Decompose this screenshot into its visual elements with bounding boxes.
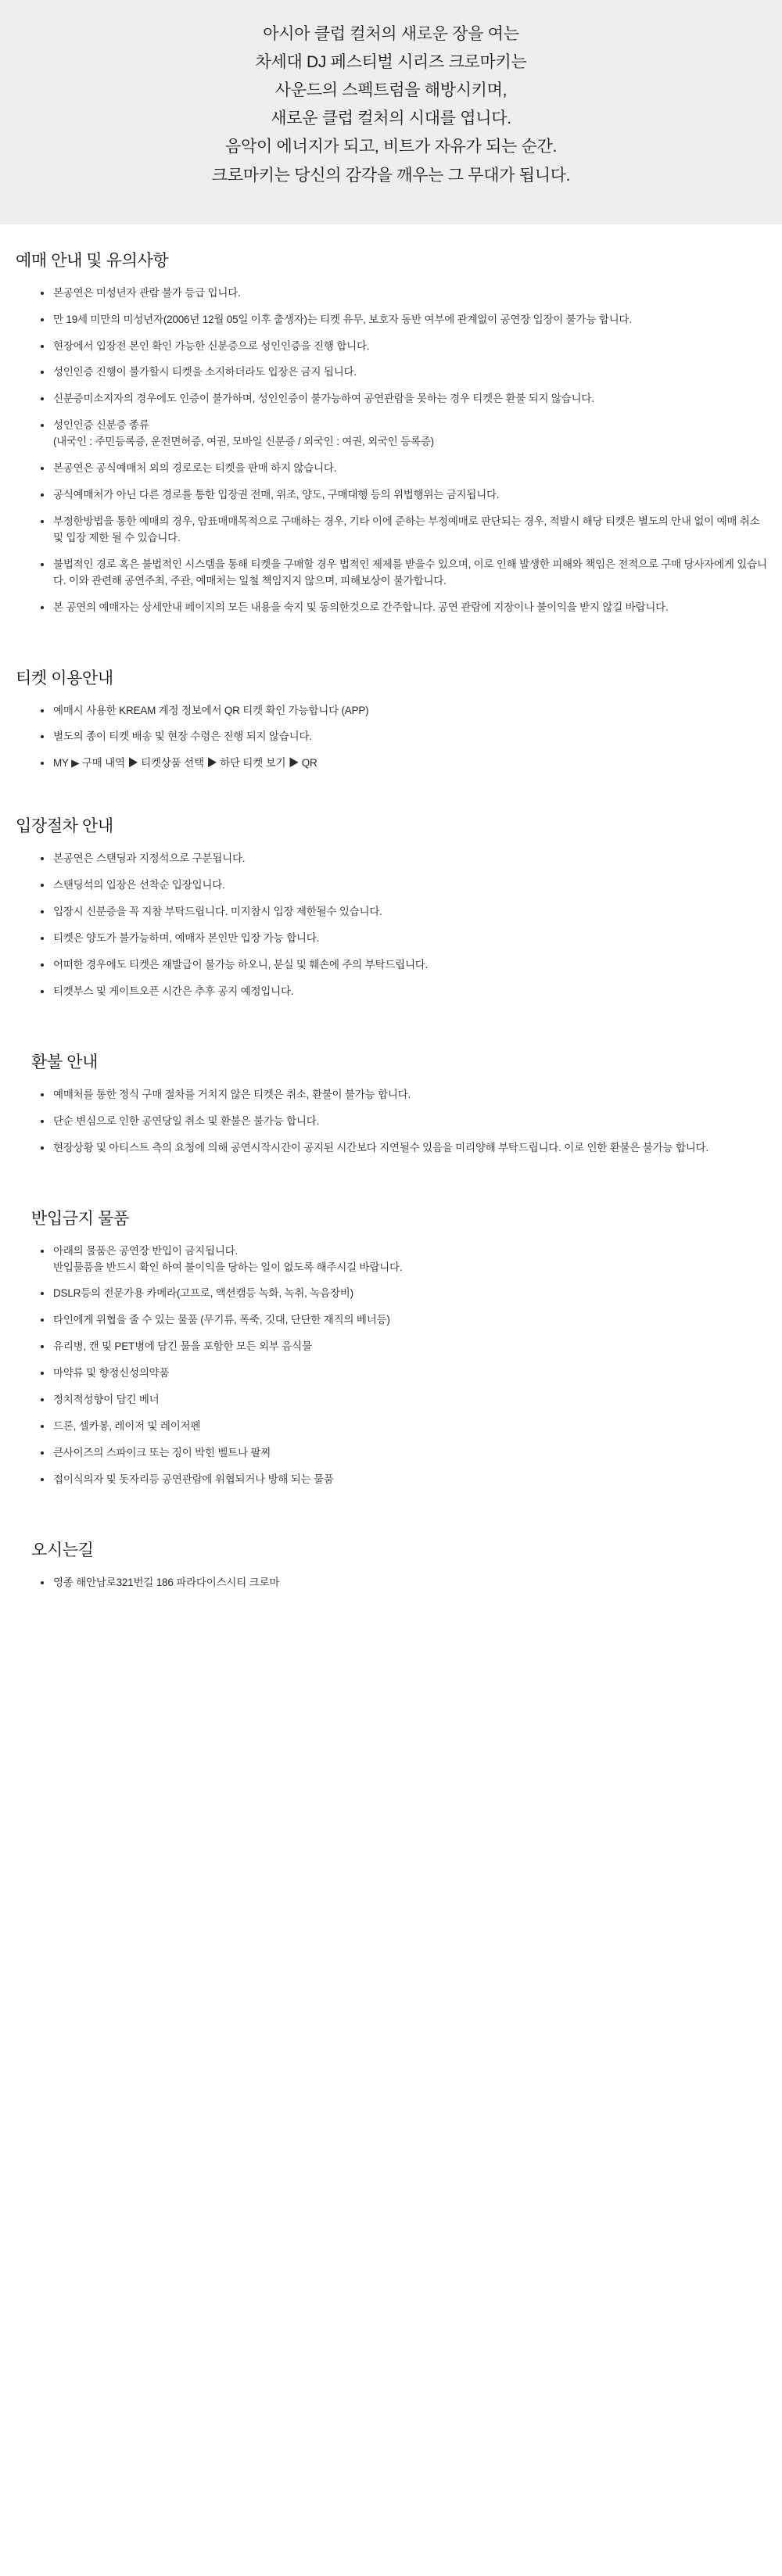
list-item: 현장상황 및 아티스트 측의 요청에 의해 공연시작시간이 공지된 시간보다 지연될수 있음을 미리양해 부탁드립니다. 이로 인한 환불은 불가능 합니다.	[41, 1140, 768, 1157]
section-prohibited-items	[14, 1182, 768, 1488]
list-item: 영종 해안남로321번길 186 파라다이스시티 크로마	[41, 1575, 768, 1591]
list-item: 성인인증 진행이 불가할시 티켓을 소지하더라도 입장은 금지 됩니다.	[41, 364, 768, 381]
list-item: 예매처를 통한 정식 구매 절차를 거치지 않은 티켓은 취소, 환불이 불가능 합니다.	[41, 1087, 768, 1103]
hero-line: 차세대 DJ 페스티벌 시리즈 크로마키는	[255, 53, 527, 72]
list-item: 본공연은 미성년자 관람 불가 등급 입니다.	[41, 285, 768, 302]
list-item: 본공연은 공식예매처 외의 경로로는 티켓을 판매 하지 않습니다.	[41, 461, 768, 477]
list-item: 별도의 종이 티켓 배송 및 현장 수령은 진행 되지 않습니다.	[41, 729, 768, 745]
section-title: 환불 안내	[31, 1053, 98, 1071]
list-item: 신분증미소지자의 경우에도 인증이 불가하며, 성인인증이 불가능하여 공연관람을 못하는 경우 티켓은 환불 되지 않습니다.	[41, 391, 768, 407]
list-item: 유리병, 캔 및 PET병에 담긴 물을 포함한 모든 외부 음식물	[41, 1339, 768, 1355]
section-entry-procedure	[14, 790, 768, 1000]
section-refund-notice	[14, 1026, 768, 1157]
list-item: 접이식의자 및 돗자리등 공연관람에 위협되거나 방해 되는 물품	[41, 1472, 768, 1488]
hero-line: 크로마키는 당신의 감각을 깨우는 그 무대가 됩니다.	[211, 166, 571, 185]
list-item: 티켓부스 및 게이트오픈 시간은 추후 공지 예정입니다.	[41, 984, 768, 1000]
list-item: 예매시 사용한 KREAM 계정 정보에서 QR 티켓 확인 가능합니다 (APP)	[41, 703, 768, 719]
section-booking-notice	[14, 224, 768, 616]
section-ticket-usage	[14, 642, 768, 773]
section-title: 입장절차 안내	[16, 817, 113, 836]
list-item: 본 공연의 예매자는 상세안내 페이지의 모든 내용을 숙지 및 동의한것으로 간주합니다. 공연 관람에 지장이나 불이익을 받지 않길 바랍니다.	[41, 600, 768, 616]
list-item: 정치적성향이 담긴 베너	[41, 1392, 768, 1408]
list-item: 만 19세 미만의 미성년자(2006년 12월 05일 이후 출생자)는 티켓 유무, 보호자 동반 여부에 관계없이 공연장 입장이 불가능 합니다.	[41, 312, 768, 328]
notice-list	[14, 285, 768, 616]
list-item: 드론, 셀카봉, 레이저 및 레이저펜	[41, 1419, 768, 1435]
section-title: 반입금지 물품	[31, 1209, 129, 1228]
list-item: 현장에서 입장전 본인 확인 가능한 신분증으로 성인인증을 진행 합니다.	[41, 339, 768, 355]
section-title: 티켓 이용안내	[16, 669, 113, 687]
section-title: 예매 안내 및 유의사항	[16, 251, 169, 270]
content-area	[0, 224, 782, 1633]
directions-list	[14, 1575, 768, 1591]
list-item: 입장시 신분증을 꼭 지참 부탁드립니다. 미지참시 입장 제한될수 있습니다.	[41, 904, 768, 920]
list-item: 성인인증 신분증 종류 (내국인 : 주민등록증, 운전면허증, 여권, 모바일 신분증 / 외국인 : 여권, 외국인 등록증)	[41, 418, 768, 450]
entry-procedure-list	[14, 851, 768, 1000]
list-item: 아래의 물품은 공연장 반입이 금지됩니다. 반입물품을 반드시 확인 하여 불이익을 당하는 일이 없도록 해주시길 바랍니다.	[41, 1243, 768, 1276]
list-item: MY ▶ 구매 내역 ▶ 티켓상품 선택 ▶ 하단 티켓 보기 ▶ QR	[41, 755, 768, 772]
list-item: 공식예매처가 아닌 다른 경로를 통한 입장권 전매, 위조, 양도, 구매대행 등의 위법행위는 금지됩니다.	[41, 487, 768, 504]
hero-line: 새로운 클럽 컬처의 시대를 엽니다.	[271, 109, 511, 128]
list-item: 단순 변심으로 인한 공연당일 취소 및 환불은 불가능 합니다.	[41, 1114, 768, 1130]
hero-line: 사운드의 스펙트럼을 해방시키며,	[274, 81, 508, 100]
section-title: 오시는길	[31, 1541, 94, 1559]
hero-line: 음악이 에너지가 되고, 비트가 자유가 되는 순간.	[224, 138, 557, 156]
list-item: 티켓은 양도가 불가능하며, 예매자 본인만 입장 가능 합니다.	[41, 931, 768, 947]
hero-banner	[0, 0, 782, 224]
list-item: DSLR등의 전문가용 카메라(고프로, 액션캠등 녹화, 녹취, 녹음장비)	[41, 1286, 768, 1302]
section-directions	[14, 1514, 768, 1591]
list-item: 부정한방법을 통한 예매의 경우, 암표매매목적으로 구매하는 경우, 기타 이에 준하는 부정예매로 판단되는 경우, 적발시 해당 티켓은 별도의 안내 없이 예매 취소 및 입장 제한 될 수 있습니다.	[41, 514, 768, 547]
list-item: 어떠한 경우에도 티켓은 재발급이 불가능 하오니, 분실 및 훼손에 주의 부탁드립니다.	[41, 957, 768, 974]
list-item: 스탠딩석의 입장은 선착순 입장입니다.	[41, 877, 768, 894]
ticket-usage-list	[14, 703, 768, 773]
list-item: 타인에게 위협을 줄 수 있는 물품 (무기류, 폭죽, 깃대, 단단한 재직의 베너등)	[41, 1312, 768, 1329]
list-item: 불법적인 경로 혹은 불법적인 시스템을 통해 티켓을 구매할 경우 법적인 제제를 받을수 있으며, 이로 인해 발생한 피해와 책임은 전적으로 구매 당사자에게 있습니다. 이와 관련해 공연주최, 주관, 예매처는 일철 책임지지 않으며, 피해보상이 불가합니다.	[41, 557, 768, 590]
list-item: 마약류 및 향정신성의약품	[41, 1365, 768, 1382]
list-item: 본공연은 스탠딩과 지정석으로 구분됩니다.	[41, 851, 768, 867]
hero-line: 아시아 클럽 컬처의 새로운 장을 여는	[263, 25, 519, 43]
prohibited-items-list	[14, 1243, 768, 1488]
list-item: 큰사이즈의 스파이크 또는 징이 박힌 벨트나 팔찌	[41, 1445, 768, 1462]
refund-list	[14, 1087, 768, 1157]
